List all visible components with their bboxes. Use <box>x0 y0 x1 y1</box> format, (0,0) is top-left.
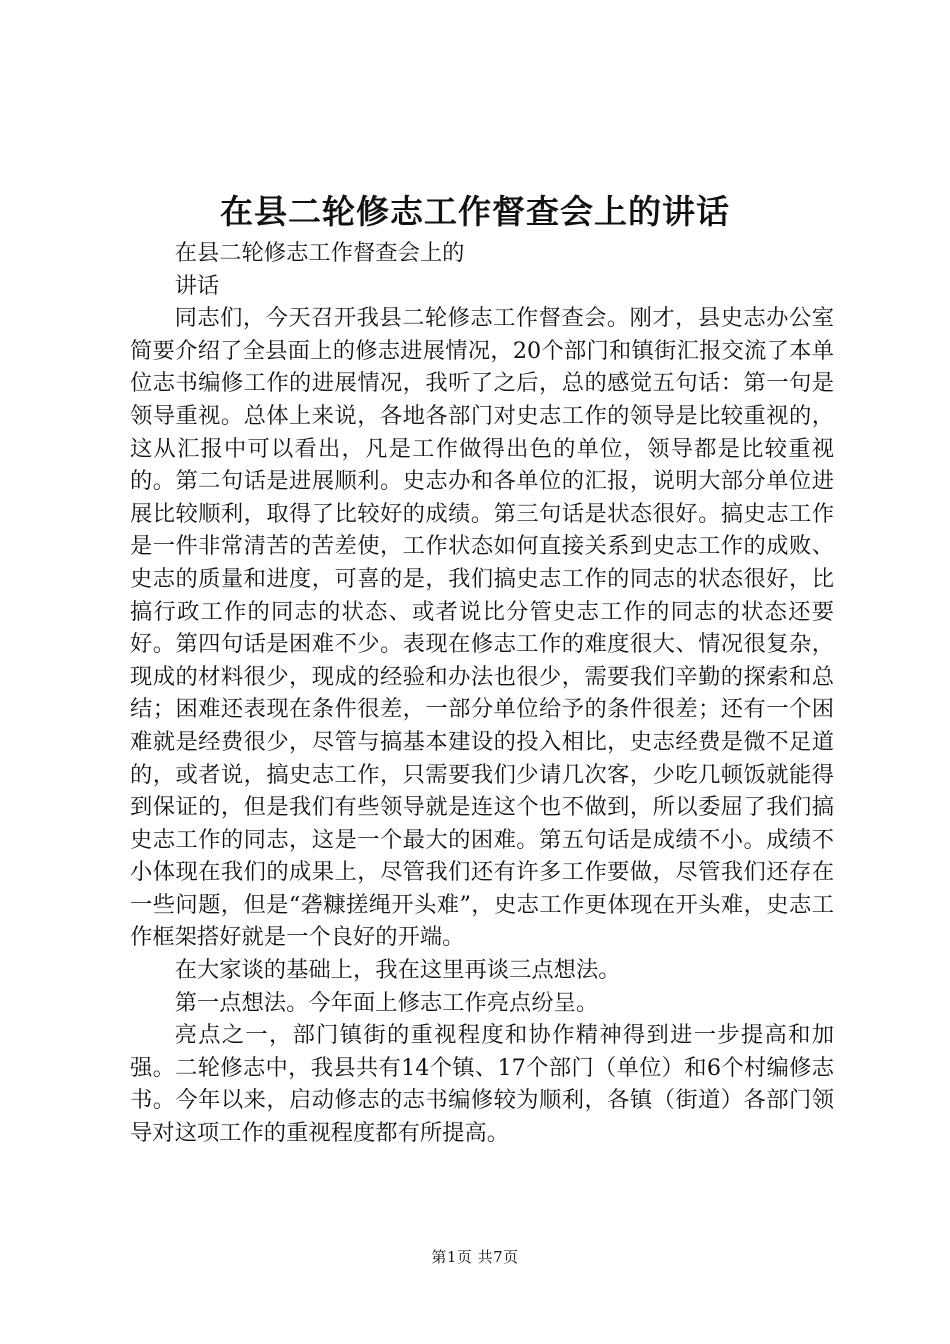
document-body <box>130 237 834 1150</box>
paragraph-opening: 同志们，今天召开我县二轮修志工作督查会。刚才，县史志办公室简要介绍了全县面上的修志进展情况，20个部门和镇街汇报交流了本单位志书编修工作的进展情况，我听了之后，总的感觉五句话：第一句是领导重视。总体上来说，各地各部门对史志工作的领导是比较重视的，这从汇报中可以看出，凡是工作做得出色的单位，领导都是比较重视的。第二句话是进展顺利。史志办和各单位的汇报，说明大部分单位进展比较顺利，取得了比较好的成绩。第三句话是状态很好。搞史志工作是一件非常清苦的苦差使，工作状态如何直接关系到史志工作的成败、史志的质量和进度，可喜的是，我们搞史志工作的同志的状态很好，比搞行政工作的同志的状态、或者说比分管史志工作的同志的状态还要好。第四句话是困难不少。表现在修志工作的难度很大、情况很复杂，现成的材料很少，现成的经验和办法也很少，需要我们辛勤的探索和总结；困难还表现在条件很差，一部分单位给予的条件很差；还有一个困难就是经费很少，尽管与搞基本建设的投入相比，史志经费是微不足道的，或者说，搞史志工作，只需要我们少请几次客，少吃几顿饭就能得到保证的，但是我们有些领导就是连这个也不做到，所以委屈了我们搞史志工作的同志，这是一个最大的困难。第五句话是成绩不小。成绩不小体现在我们的成果上，尽管我们还有许多工作要做，尽管我们还存在一些问题，但是“砻糠搓绳开头难”，史志工作更体现在开头难，史志工作框架搭好就是一个良好的开端。 <box>130 305 834 951</box>
paragraph-three-thoughts: 在大家谈的基础上，我在这里再谈三点想法。 <box>174 957 621 984</box>
page-number-footer: 第1页 共7页 <box>431 1248 519 1266</box>
document-title: 在县二轮修志工作督查会上的讲话 <box>220 192 730 231</box>
paragraph-first-thought: 第一点想法。今年面上修志工作亮点纷呈。 <box>174 989 599 1016</box>
paragraph-highlight-one: 亮点之一，部门镇街的重视程度和协作精神得到进一步提高和加强。二轮修志中，我县共有14个镇、17个部门（单位）和6个村编修志书。今年以来，启动修志的志书编修较为顺利，各镇（街道）各部门领导对这项工作的重视程度都有所提高。 <box>130 1022 834 1147</box>
subtitle-line-1: 在县二轮修志工作督查会上的 <box>174 240 465 266</box>
subtitle-line-2: 讲话 <box>174 272 220 299</box>
